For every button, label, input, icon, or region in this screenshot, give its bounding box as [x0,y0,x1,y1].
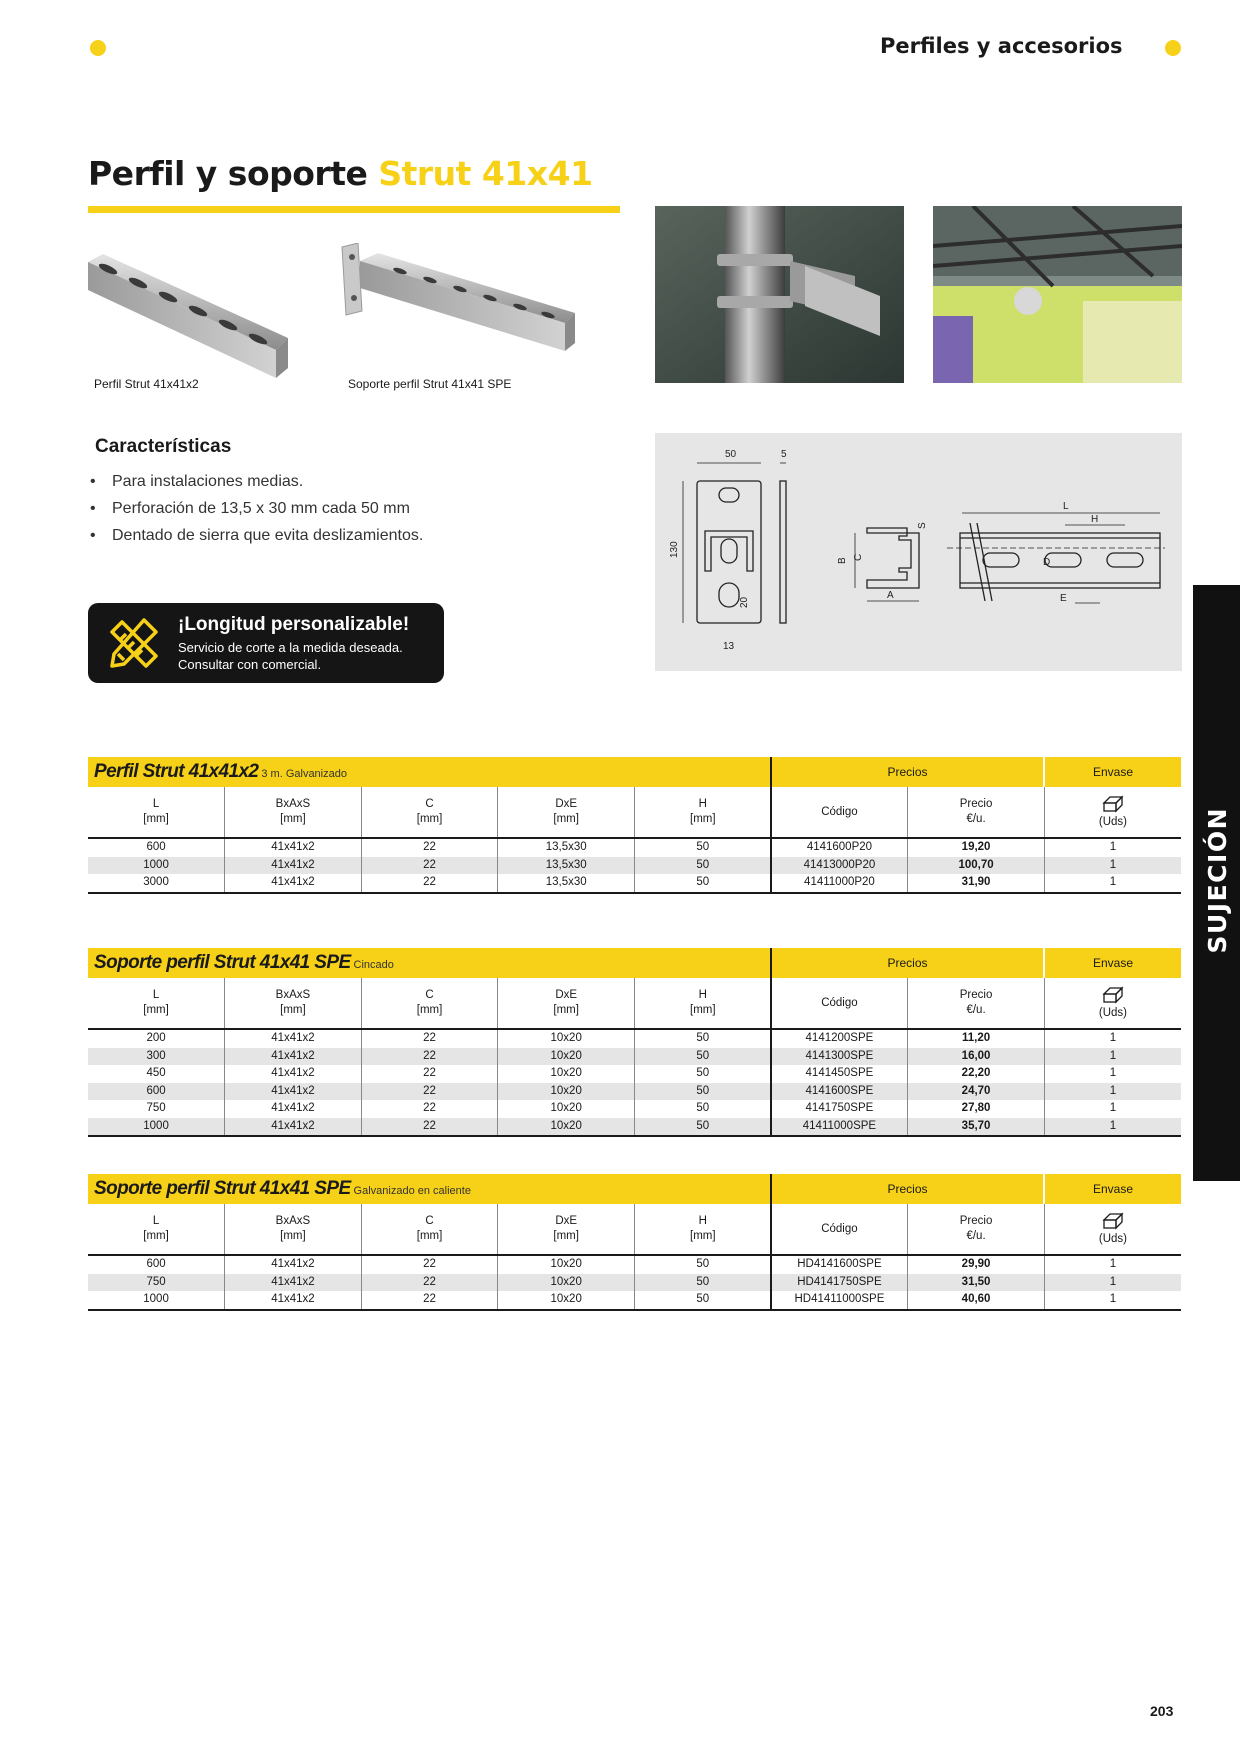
product-table-support-zinc [88,948,1181,1137]
table-title-bar [88,757,1181,787]
cell-length: 200 [88,1029,225,1048]
col-header-bxaxs [225,978,362,1029]
table-product-name: Soporte perfil Strut 41x41 SPE [94,952,351,973]
col-header-codigo-label: Código [821,1222,858,1235]
col-header-bxaxs-unit: [mm] [280,813,306,825]
cell-dimensions: 41x41x2 [225,1291,362,1310]
label-h: H [1091,514,1099,525]
col-header-precio-unit: €/u. [966,1004,986,1016]
col-header-precio [908,1204,1045,1255]
table-row [88,1274,1181,1292]
cell-price: 24,70 [908,1083,1045,1101]
col-header-envase-unit: (Uds) [1098,1232,1127,1245]
cell-units: 1 [1044,1083,1181,1101]
cell-code: 4141750SPE [771,1100,908,1118]
col-header-c-label: C [425,1215,434,1227]
col-header-l-label: L [152,798,160,810]
cell-dxe: 13,5x30 [498,874,635,893]
dim-13: 13 [723,641,735,652]
col-header-h-label: H [698,798,707,810]
cell-c: 22 [361,1029,498,1048]
section-side-tab [1193,585,1240,1181]
cell-length: 600 [88,1255,225,1274]
cell-dimensions: 41x41x2 [225,1048,362,1066]
cell-dxe: 10x20 [498,1083,635,1101]
label-a: A [887,590,894,601]
cell-code: HD4141750SPE [771,1274,908,1292]
col-header-bxaxs-unit: [mm] [280,1230,306,1242]
table-product-finish: 3 m. Galvanizado [261,768,347,780]
cell-c: 22 [361,1291,498,1310]
cell-units: 1 [1109,841,1117,853]
product-table-profile-galvanized [88,757,1181,894]
custom-length-promo [88,603,444,683]
col-header-l-label: L [152,1215,160,1227]
cell-h: 50 [635,1291,772,1310]
col-header-envase-unit: (Uds) [1098,815,1127,828]
col-header-precio-unit: €/u. [966,1230,986,1242]
cell-h: 50 [635,874,772,893]
table-row [88,1291,1181,1310]
cell-units: 1 [1044,1291,1181,1310]
cell-dxe: 10x20 [498,1118,635,1137]
cell-price: 35,70 [908,1118,1045,1137]
cell-price: 31,50 [908,1274,1045,1292]
col-header-dxe-label: DxE [555,989,578,1001]
cell-units: 1 [1044,857,1181,875]
cell-length: 450 [88,1065,225,1083]
page-title-accent: Strut 41x41 [378,154,593,193]
price-group-separator [770,1174,772,1311]
cell-h: 50 [635,1274,772,1292]
cell-dimensions: 41x41x2 [225,1274,362,1292]
cell-dimensions: 41x41x2 [225,857,362,875]
label-l: L [1063,501,1069,512]
support-caption: Soporte perfil Strut 41x41 SPE [348,377,512,391]
table-row [88,1255,1181,1274]
col-header-l [88,978,225,1029]
table-row [88,1118,1181,1137]
cell-length: 600 [88,1083,225,1101]
cell-h: 50 [635,857,772,875]
col-header-c-unit: [mm] [416,1230,443,1242]
cell-dimensions: 41x41x2 [225,1118,362,1137]
features-list [88,473,648,554]
cell-c: 22 [361,1100,498,1118]
table-product-name: Soporte perfil Strut 41x41 SPE [94,1178,351,1199]
table-row [88,1083,1181,1101]
cell-dxe: 10x20 [498,1291,635,1310]
product-table-support-hot-dip [88,1174,1181,1311]
page-title [88,154,593,193]
cell-code: 4141200SPE [771,1029,908,1048]
data-table [88,1204,1181,1311]
col-header-bxaxs [225,1204,362,1255]
col-header-envase-unit: (Uds) [1098,1006,1127,1019]
price-group-separator [770,757,772,894]
box-icon [1102,795,1124,813]
col-header-bxaxs-unit: [mm] [280,1004,306,1016]
col-header-bxaxs-label: BxAxS [275,989,311,1001]
cell-c: 22 [361,1118,498,1137]
table-title [88,948,770,978]
cell-h: 50 [635,1065,772,1083]
col-header-l-label: L [152,989,160,1001]
cell-units: 1 [1044,874,1181,893]
cell-price: 29,90 [908,1255,1045,1274]
cell-code: 4141600P20 [771,838,908,857]
dimension-drawing [655,433,1182,671]
cell-dimensions: 41x41x2 [225,1029,362,1048]
cell-c: 22 [361,874,498,893]
col-header-h-unit: [mm] [690,1004,716,1016]
box-icon [1102,986,1124,1004]
cell-price: 16,00 [908,1048,1045,1066]
label-d: D [1043,557,1051,568]
cell-length: 750 [88,1274,225,1292]
col-header-c-label: C [425,798,434,810]
label-s: S [917,522,928,529]
cell-dimensions: 41x41x2 [225,838,362,857]
cell-dxe: 13,5x30 [498,857,635,875]
cell-h: 50 [635,1083,772,1101]
cell-dxe: 10x20 [498,1029,635,1048]
col-header-codigo-label: Código [821,805,858,818]
table-row [88,1029,1181,1048]
profile-caption: Perfil Strut 41x41x2 [94,377,199,391]
col-header-h-label: H [698,1215,707,1227]
cell-price: 40,60 [908,1291,1045,1310]
cell-h: 50 [635,1255,772,1274]
cell-units: 1 [1044,1118,1181,1137]
cell-dimensions: 41x41x2 [225,874,362,893]
cell-code: 41411000SPE [771,1118,908,1137]
col-header-h-label: H [698,989,707,1001]
cell-dimensions: 41x41x2 [225,1255,362,1274]
box-icon [1102,1212,1124,1230]
dim-130: 130 [669,541,680,558]
col-header-precio-label: Precio [959,989,993,1001]
col-header-codigo [771,1204,908,1255]
table-product-finish: Galvanizado en caliente [353,1185,471,1197]
table-row [88,874,1181,893]
label-c: C [853,553,864,561]
features-title: Características [95,436,232,457]
feature-item: • Perforación de 13,5 x 30 mm cada 50 mm [88,500,648,518]
cell-c: 22 [361,857,498,875]
technical-drawing [655,433,1182,671]
col-header-l-unit: [mm] [143,813,169,825]
strut-support-image [340,243,580,373]
col-header-dxe-unit: [mm] [553,813,579,825]
col-header-l-unit: [mm] [143,1230,169,1242]
cell-length: 3000 [88,874,225,893]
cell-code: 4141300SPE [771,1048,908,1066]
cell-length: 1000 [88,1118,225,1137]
col-header-codigo [771,787,908,838]
col-header-c [361,1204,498,1255]
col-header-dxe [498,978,635,1029]
table-product-finish: Cincado [353,959,394,971]
cell-dxe: 10x20 [498,1274,635,1292]
table-product-name: Perfil Strut 41x41x2 [94,761,259,782]
title-underline [88,206,620,213]
cell-h: 50 [635,838,772,857]
col-header-envase [1044,1204,1181,1255]
col-header-envase [1044,787,1181,838]
cell-c: 22 [361,1274,498,1292]
col-header-codigo [771,978,908,1029]
col-header-h [635,1204,772,1255]
col-header-c [361,978,498,1029]
envase-group-header: Envase [1045,948,1181,978]
cell-dxe: 13,5x30 [498,838,635,857]
col-header-dxe [498,787,635,838]
cell-code: HD41411000SPE [771,1291,908,1310]
col-header-dxe-label: DxE [555,1215,578,1227]
cell-h: 50 [635,1118,772,1137]
cell-code: 41411000P20 [771,874,908,893]
col-header-precio [908,787,1045,838]
crossed-tools-icon [104,614,162,672]
cell-dimensions: 41x41x2 [225,1100,362,1118]
cell-units: 1 [1109,1102,1117,1114]
cell-length: 600 [88,838,225,857]
cell-h: 50 [635,1100,772,1118]
cell-dxe: 10x20 [498,1255,635,1274]
col-header-bxaxs-label: BxAxS [275,1215,311,1227]
page-number: 203 [1150,1703,1174,1719]
col-header-envase [1044,978,1181,1029]
cell-dxe: 10x20 [498,1065,635,1083]
cell-h: 50 [635,1029,772,1048]
table-title-bar [88,1174,1181,1204]
cell-dimensions: 41x41x2 [225,1065,362,1083]
table-row [88,1100,1181,1118]
col-header-l [88,1204,225,1255]
cell-code: 4141600SPE [771,1083,908,1101]
cell-code: HD4141600SPE [771,1255,908,1274]
cell-code: 4141450SPE [771,1065,908,1083]
envase-group-header: Envase [1045,1174,1181,1204]
col-header-precio [908,978,1045,1029]
cell-price: 11,20 [908,1029,1045,1048]
cell-c: 22 [361,1083,498,1101]
col-header-codigo-label: Código [821,996,858,1009]
cell-c: 22 [361,1065,498,1083]
dim-20: 20 [739,596,750,608]
label-b: B [837,557,848,564]
data-table [88,978,1181,1137]
cell-dxe: 10x20 [498,1100,635,1118]
side-tab-label: SUJECIÓN [1203,807,1232,954]
col-header-dxe-unit: [mm] [553,1230,579,1242]
strut-profile-image [88,250,288,385]
feature-item: • Dentado de sierra que evita deslizamientos. [88,527,648,545]
page-title-main: Perfil y soporte [88,154,379,193]
table-title-bar [88,948,1181,978]
cell-c: 22 [361,1048,498,1066]
installation-photo-ceiling [933,206,1182,383]
cell-units: 1 [1109,1032,1117,1044]
table-row [88,838,1181,857]
col-header-c-unit: [mm] [416,1004,443,1016]
cell-price: 31,90 [908,874,1045,893]
cell-length: 300 [88,1048,225,1066]
cell-h: 50 [635,1048,772,1066]
col-header-h [635,978,772,1029]
section-title: Perfiles y accesorios [880,34,1123,58]
cell-units: 1 [1044,1048,1181,1066]
dim-5: 5 [781,449,787,460]
header-dot-right [1165,40,1181,56]
col-header-h-unit: [mm] [690,1230,716,1242]
cell-length: 750 [88,1100,225,1118]
prices-group-header: Precios [772,948,1043,978]
cell-units: 1 [1109,1067,1117,1079]
col-header-bxaxs-label: BxAxS [275,798,311,810]
cell-price: 19,20 [908,838,1045,857]
col-header-h-unit: [mm] [690,813,716,825]
cell-price: 22,20 [908,1065,1045,1083]
data-table [88,787,1181,894]
table-row [88,857,1181,875]
col-header-precio-unit: €/u. [966,813,986,825]
prices-group-header: Precios [772,757,1043,787]
table-row [88,1048,1181,1066]
col-header-c-unit: [mm] [416,813,443,825]
cell-c: 22 [361,1255,498,1274]
col-header-precio-label: Precio [959,1215,993,1227]
col-header-c-label: C [425,989,434,1001]
col-header-bxaxs [225,787,362,838]
cell-price: 100,70 [908,857,1045,875]
cell-dxe: 10x20 [498,1048,635,1066]
price-group-separator [770,948,772,1137]
cell-units: 1 [1044,1274,1181,1292]
col-header-c [361,787,498,838]
col-header-dxe-label: DxE [555,798,578,810]
cell-dimensions: 41x41x2 [225,1083,362,1101]
col-header-dxe-unit: [mm] [553,1004,579,1016]
promo-line-1: Servicio de corte a la medida deseada. [178,640,403,655]
prices-group-header: Precios [772,1174,1043,1204]
header-dot-left [90,40,106,56]
cell-length: 1000 [88,1291,225,1310]
promo-line-2: Consultar con comercial. [178,657,322,672]
col-header-l [88,787,225,838]
cell-price: 27,80 [908,1100,1045,1118]
table-row [88,1065,1181,1083]
cell-c: 22 [361,838,498,857]
col-header-h [635,787,772,838]
feature-item: • Para instalaciones medias. [88,473,648,491]
col-header-l-unit: [mm] [143,1004,169,1016]
table-title [88,1174,770,1204]
promo-title: ¡Longitud personalizable! [178,614,410,635]
col-header-dxe [498,1204,635,1255]
cell-code: 41413000P20 [771,857,908,875]
col-header-precio-label: Precio [959,798,993,810]
envase-group-header: Envase [1045,757,1181,787]
installation-photo-pipe [655,206,904,383]
cell-length: 1000 [88,857,225,875]
dim-50: 50 [725,449,737,460]
table-title [88,757,770,787]
label-e: E [1060,593,1067,604]
cell-units: 1 [1109,1258,1117,1270]
